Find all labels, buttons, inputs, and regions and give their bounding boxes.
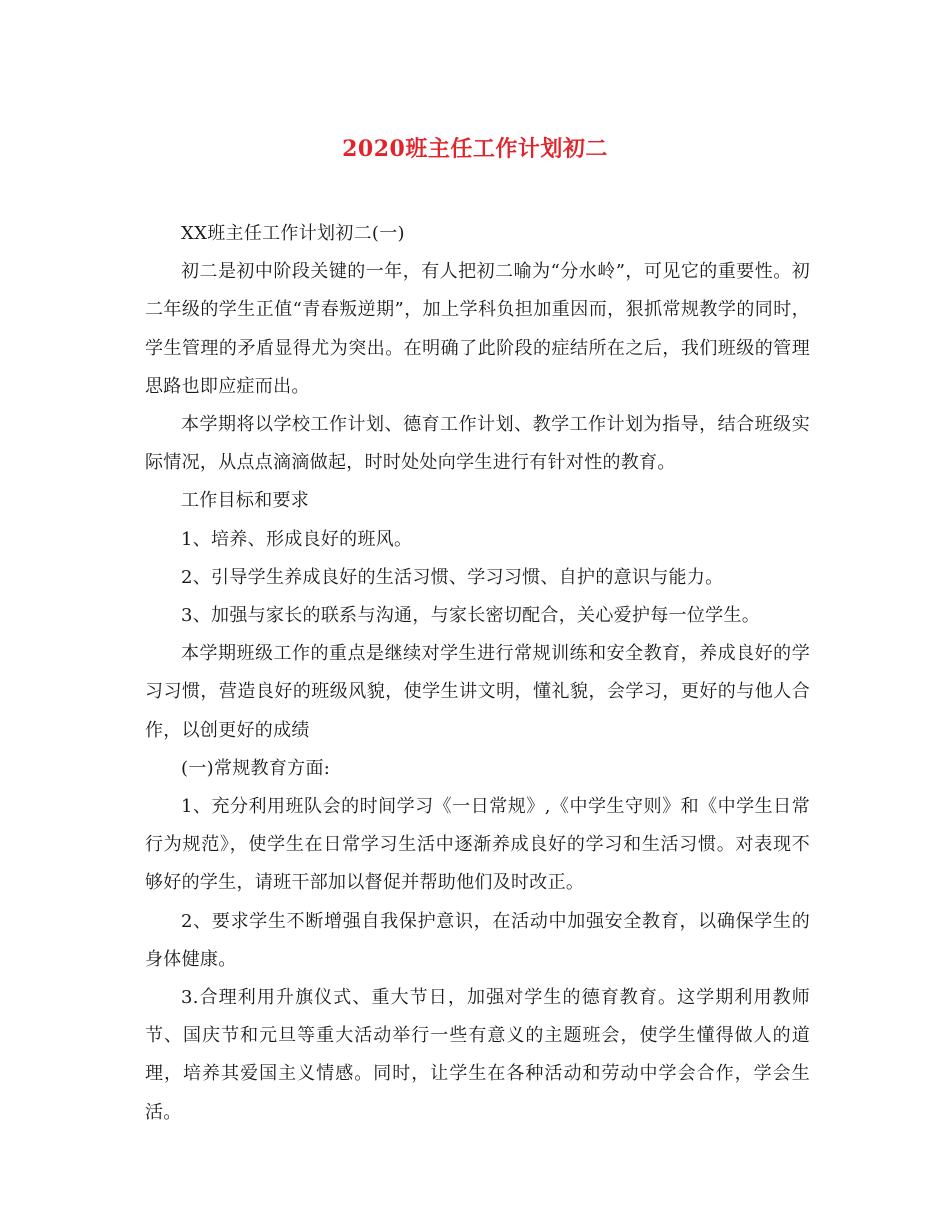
paragraph: 初二是初中阶段关键的一年，有人把初二喻为“分水岭”，可见它的重要性。初二年级的学生正值“青春叛逆期”，加上学科负担加重因而，狠抓常规教学的同时，学生管理的矛盾显得尤为突出。在明确了此阶段的症结所在之后，我们班级的管理思路也即应症而出。 [145, 261, 810, 397]
document-body [145, 215, 810, 1132]
list-item: 3、加强与家长的联系与沟通，与家长密切配合，关心爱护每一位学生。 [181, 605, 761, 627]
list-item: 1、充分利用班队会的时间学习《一日常规》,《中学生守则》和《中学生日常行为规范》，使学生在日常学习生活中逐渐养成良好的学习和生活习惯。对表现不够好的学生，请班干部加以督促并帮助他们及时改正。 [145, 796, 810, 894]
subheading: 工作目标和要求 [181, 490, 310, 512]
paragraph: 本学期班级工作的重点是继续对学生进行常规训练和安全教育，养成良好的学习习惯，营造良好的班级风貌，使学生讲文明，懂礼貌，会学习，更好的与他人合作，以创更好的成绩 [145, 643, 810, 741]
list-item: 2、要求学生不断增强自我保护意识，在活动中加强安全教育，以确保学生的身体健康。 [145, 910, 810, 970]
list-item: 1、培养、形成良好的班风。 [181, 528, 413, 550]
section-heading: XX班主任工作计划初二(一) [181, 223, 405, 244]
list-item: 3.合理利用升旗仪式、重大节日，加强对学生的德育教育。这学期利用教师节、国庆节和元旦等重大活动举行一些有意义的主题班会，使学生懂得做人的道理，培养其爱国主义情感。同时，让学生在各种活动和劳动中学会合作，学会生活。 [145, 987, 810, 1123]
list-item: 2、引导学生养成良好的生活习惯、学习习惯、自护的意识与能力。 [181, 566, 724, 588]
subheading: (一)常规教育方面: [181, 757, 331, 779]
paragraph: 本学期将以学校工作计划、德育工作计划、教学工作计划为指导，结合班级实际情况，从点点滴滴做起，时时处处向学生进行有针对性的教育。 [145, 414, 810, 474]
document-title: 2020班主任工作计划初二 [342, 136, 608, 162]
